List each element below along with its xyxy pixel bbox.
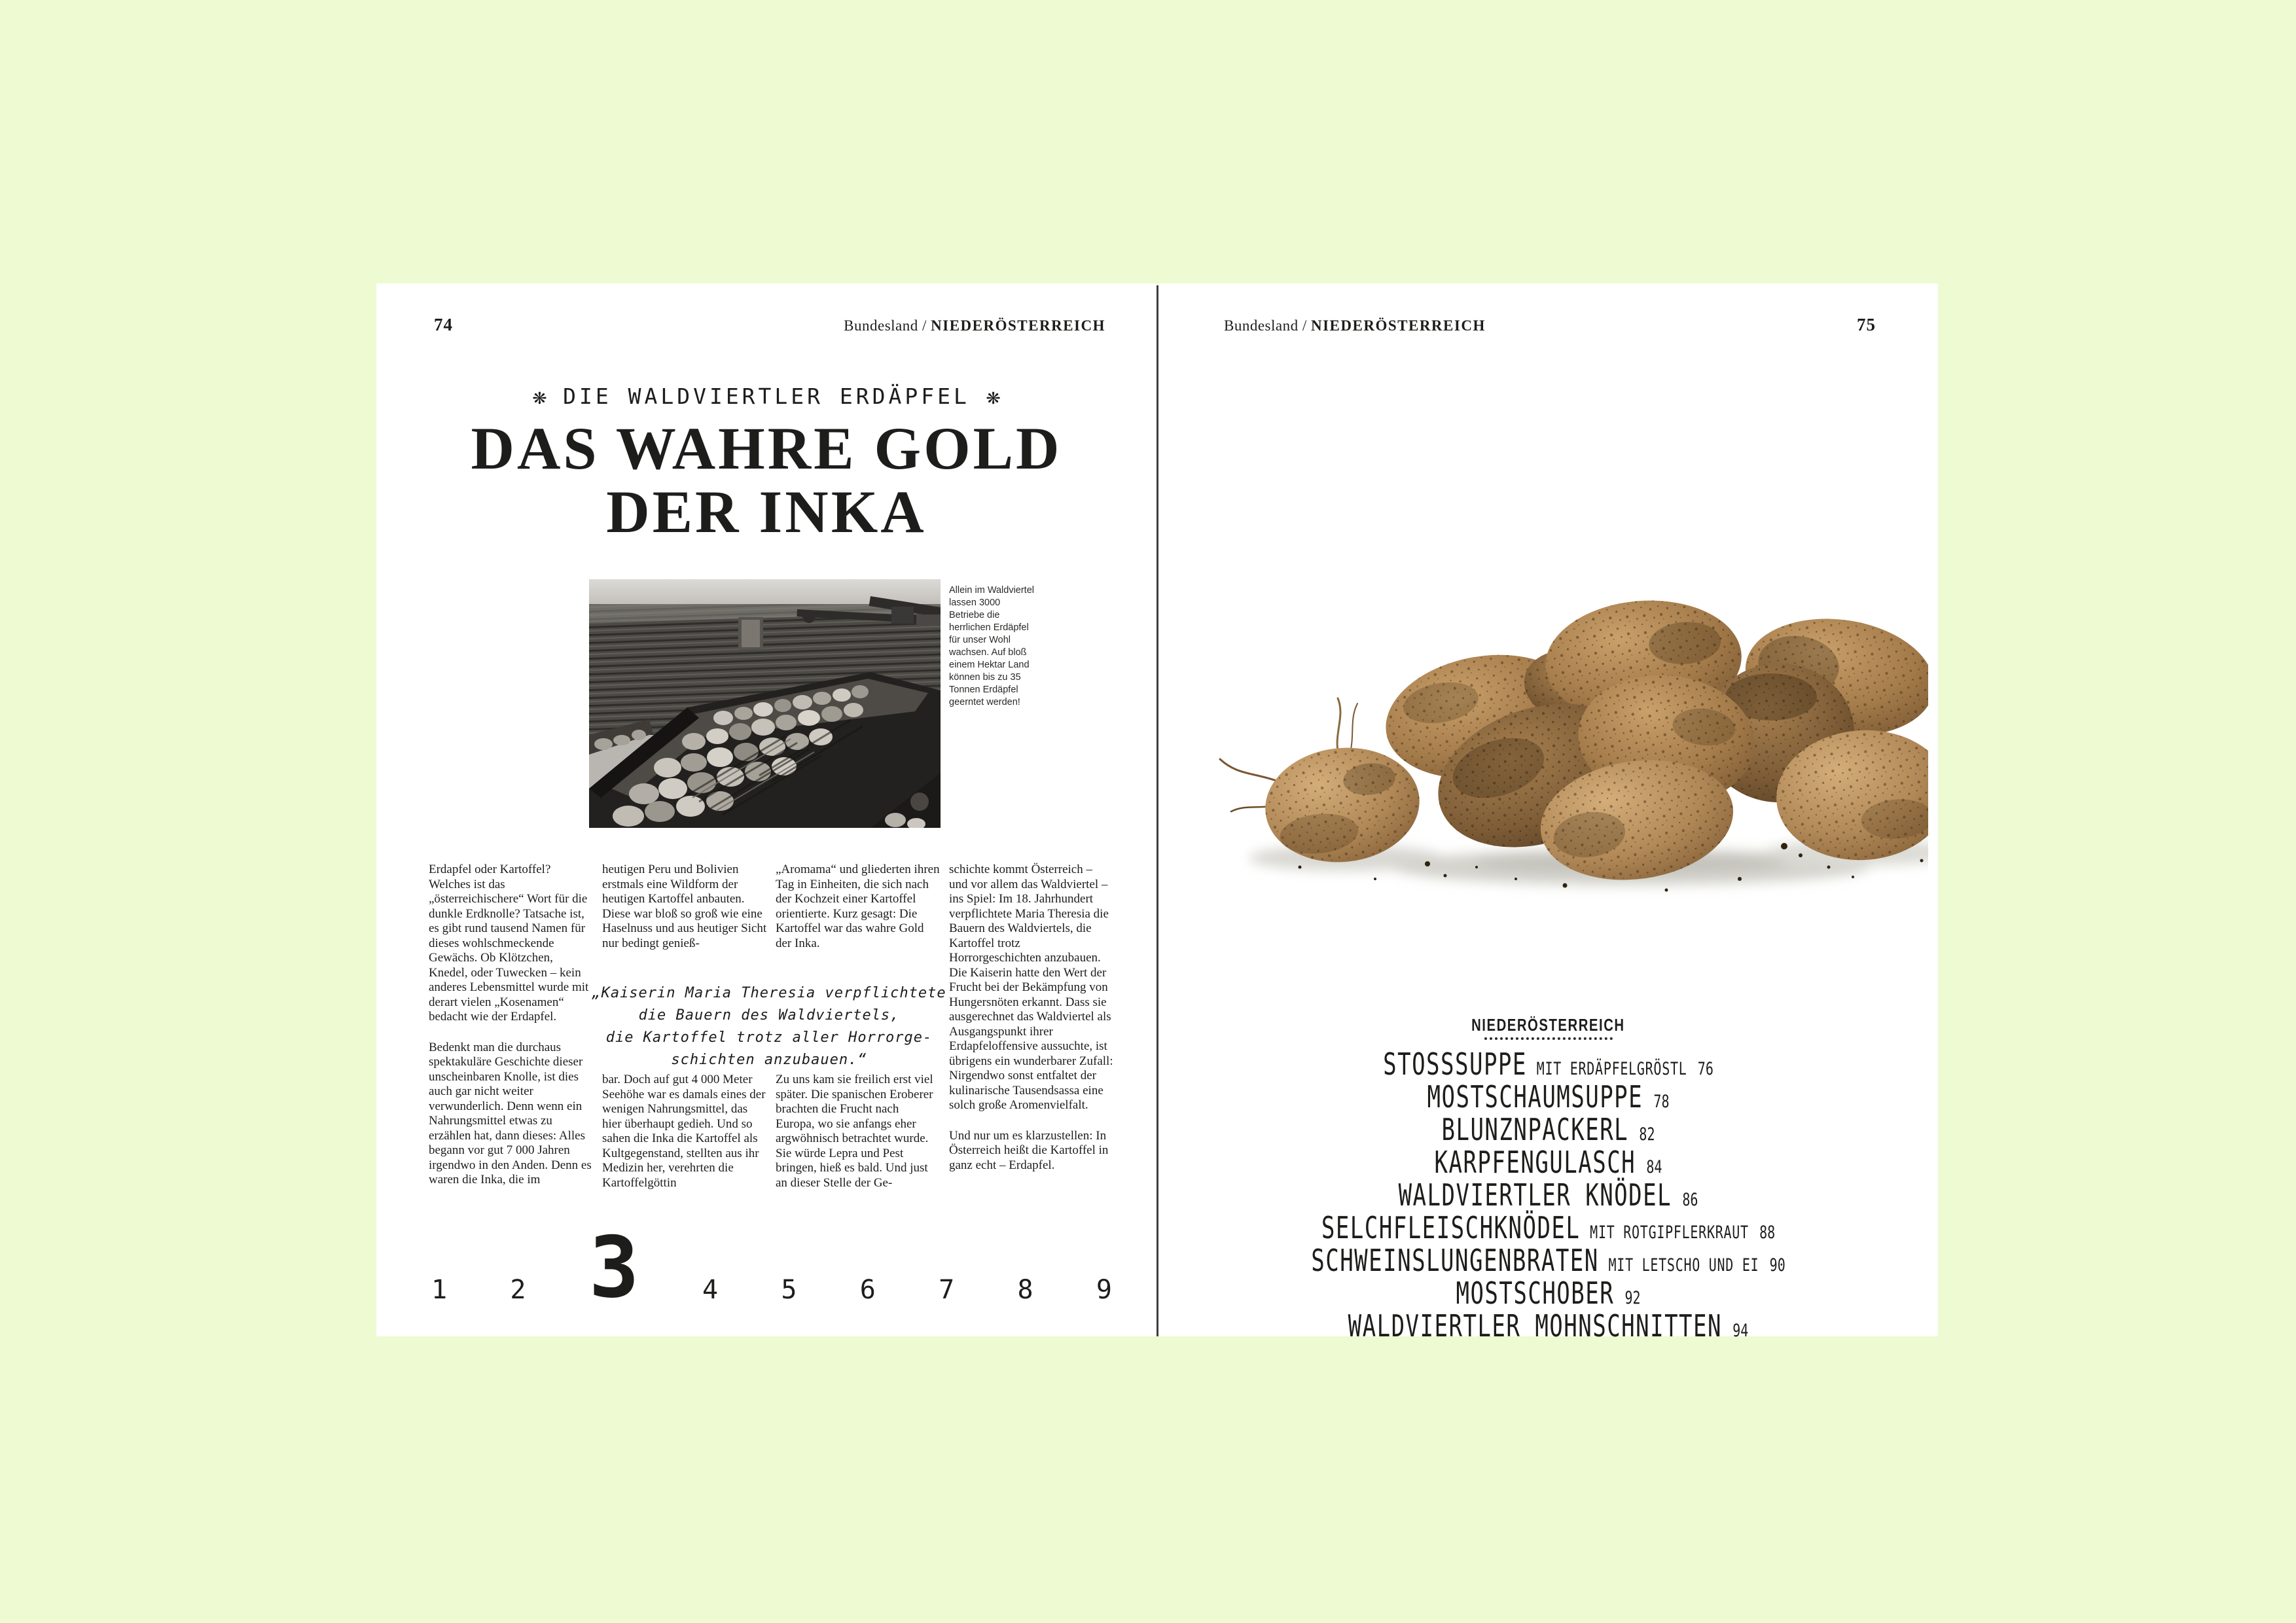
- recipe-item: [1260, 1145, 1837, 1180]
- recipe-subtitle: MIT ROTGIPFLERKRAUT: [1590, 1222, 1749, 1243]
- paragraph: schichte kommt Österreich – und vor allem das Waldviertel – ins Spiel: Im 18. Jahrhundert verpflichtete Maria Theresia die Bauern des Waldviertels, die Kartoffel trotz Horrorgeschichten anzubauen. Die Kaiserin hatte den Wert der Frucht bei der Bekämpfung von Hungersnöten erkannt. Dass sie ausgerechnet das Waldviertel als Ausgangspunkt ihrer Erdapfeloffensive aussuchte, ist übrigens ein wunderbarer Zufall: Nirgendwo sonst entfaltet der kulinarische Tausendsassa eine solch große Aromenvielfalt.: [949, 863, 1113, 1112]
- recipe-page-number: 84: [1646, 1157, 1662, 1177]
- photo-caption: Allein im Waldviertel lassen 3000 Betriebe die herrlichen Erdäpfel für unser Wohl wachsen. Auf bloß einem Hektar Land können bis zu 35 Tonnen Erdäpfel geerntet werden!: [949, 585, 1034, 707]
- quote-line: schichten anzubauen.“: [671, 1052, 867, 1068]
- recipe-subtitle: MIT LETSCHO UND EI: [1608, 1255, 1759, 1275]
- breadcrumb: [844, 317, 1105, 334]
- title-line-2: DER INKA: [606, 478, 927, 545]
- recipe-item: [1260, 1177, 1837, 1213]
- chapter-number-5: 5: [781, 1275, 797, 1305]
- right-page-number: 75: [1857, 315, 1876, 334]
- flower-asterisk-icon: ❋: [532, 383, 547, 410]
- potato-pile-photo: [1208, 520, 1928, 939]
- recipe-name: WALDVIERTLER MOHNSCHNITTEN: [1348, 1308, 1722, 1344]
- breadcrumb-prefix: Bundesland /: [1224, 317, 1311, 334]
- recipe-page-number: 76: [1697, 1059, 1713, 1079]
- chapter-pagination: [431, 1219, 1112, 1317]
- potato-harvester-photo: [589, 579, 941, 828]
- body-column-4: [949, 863, 1114, 1188]
- flower-asterisk-icon: ❋: [986, 383, 1001, 410]
- breadcrumb-prefix: Bundesland /: [844, 317, 931, 334]
- breadcrumb-section: NIEDERÖSTERREICH: [1311, 317, 1486, 334]
- title-line-1: DAS WAHRE GOLD: [471, 415, 1062, 482]
- recipe-page-number: 82: [1639, 1124, 1655, 1145]
- paragraph: Und nur um es klarzustellen: In Österreich heißt die Kartoffel in ganz echt – Erdapfel.: [949, 1128, 1109, 1172]
- recipe-item: [1260, 1275, 1837, 1311]
- recipe-name: WALDVIERTLER KNÖDEL: [1398, 1177, 1672, 1213]
- page-right: [1158, 283, 1938, 1344]
- recipe-item: [1260, 1046, 1837, 1082]
- quote-line: „Kaiserin Maria Theresia verpflichtete: [592, 985, 946, 1001]
- recipe-item: [1260, 1243, 1837, 1278]
- body-column-3-top: [776, 863, 941, 967]
- chapter-number-2: 2: [510, 1275, 526, 1305]
- recipe-name: KARPFENGULASCH: [1434, 1145, 1636, 1180]
- recipe-name: SCHWEINSLUNGENBRATEN: [1311, 1243, 1599, 1278]
- recipe-name: STOSSSUPPE: [1383, 1046, 1527, 1082]
- recipe-page-number: 94: [1732, 1321, 1749, 1341]
- recipe-name: BLUNZNPACKERL: [1441, 1112, 1629, 1147]
- quote-line: die Bauern des Waldviertels,: [638, 1007, 900, 1024]
- dotted-rule: [1484, 1037, 1613, 1040]
- breadcrumb-section: NIEDERÖSTERREICH: [931, 317, 1105, 334]
- body-column-2-top: [602, 863, 767, 967]
- paragraph: bar. Doch auf gut 4 000 Meter Seehöhe war es damals eines der wenigen Nahrungsmittel, das hier überhaupt gedieh. Und so sahen die Inka die Kartoffel als Kultgegenstand, stellten aus ihr Medizin her, verehrten die Kartoffelgöttin: [602, 1073, 766, 1190]
- body-column-2-bottom: [602, 1073, 767, 1206]
- recipe-page-number: 90: [1769, 1255, 1785, 1275]
- recipe-item: [1260, 1079, 1837, 1115]
- recipe-name: MOSTSCHAUMSUPPE: [1427, 1079, 1643, 1115]
- paragraph: „Aromama“ und gliederten ihren Tag in Einheiten, die sich nach der Kochzeit einer Kartoffel orientierte. Kurz gesagt: Die Kartoffel war das wahre Gold der Inka.: [776, 863, 940, 950]
- breadcrumb: [1224, 317, 1486, 334]
- recipe-page-number: 88: [1759, 1222, 1776, 1243]
- left-page-number: 74: [434, 315, 453, 334]
- recipe-subtitle: MIT ERDÄPFELGRÖSTL: [1536, 1059, 1687, 1079]
- recipe-name: MOSTSCHOBER: [1456, 1275, 1615, 1311]
- pull-quote: [579, 982, 959, 1071]
- chapter-number-4: 4: [702, 1275, 719, 1305]
- chapter-number-7: 7: [939, 1275, 955, 1305]
- recipe-list-header: NIEDERÖSTERREICH: [1471, 1015, 1625, 1035]
- recipe-page-number: 86: [1682, 1190, 1698, 1210]
- paragraph: Zu uns kam sie freilich erst viel später. Die spanischen Eroberer brachten die Frucht nach Europa, wo sie anfangs eher argwöhnisch betrachtet wurde. Sie würde Lepra und Pest bringen, hieß es bald. Und just an dieser Stelle der Ge-: [776, 1073, 933, 1190]
- recipe-name: SELCHFLEISCHKNÖDEL: [1321, 1210, 1581, 1245]
- paragraph: heutigen Peru und Bolivien erstmals eine Wildform der heutigen Kartoffel anbauten. Diese war bloß so groß wie eine Haselnuss und aus heutiger Sicht nur bedingt genieß-: [602, 863, 767, 950]
- article-kicker: [376, 383, 1157, 410]
- quote-line: die Kartoffel trotz aller Horrorge-: [605, 1029, 933, 1046]
- recipe-page-number: 92: [1624, 1288, 1641, 1308]
- chapter-number-8: 8: [1017, 1275, 1033, 1305]
- chapter-number-1: 1: [431, 1275, 448, 1305]
- chapter-number-3-active: 3: [588, 1219, 639, 1317]
- paragraph: Erdapfel oder Kartoffel? Welches ist das „österreichischere“ Wort für die dunkle Erdknolle? Tatsache ist, es gibt rund tausend Namen für dieses wohlschmeckende Gewächs. Ob Klötzchen, Knedel, oder Tuwecken – kein anderes Lebensmittel wurde mit derart vielen „Kosenamen“ bedacht wie der Erdapfel.: [429, 863, 589, 1024]
- recipe-item: [1260, 1308, 1837, 1344]
- recipe-item: [1260, 1112, 1837, 1145]
- page-left: [376, 283, 1157, 1336]
- recipe-list: [1158, 1046, 1938, 1344]
- paragraph: Bedenkt man die durchaus spektakuläre Geschichte dieser unscheinbaren Knolle, ist dies auch gar nicht weiter verwunderlich. Denn wenn ein Nahrungsmittel etwas zu erzählen hat, dann dieses: Alles begann vor gut 7 000 Jahren irgendwo in den Anden. Denn es waren die Inka, die im: [429, 1040, 592, 1186]
- chapter-number-6: 6: [859, 1275, 876, 1305]
- chapter-number-9: 9: [1096, 1275, 1112, 1305]
- body-column-1: [429, 863, 594, 1204]
- kicker-text: DIE WALDVIERTLER ERDÄPFEL: [563, 383, 970, 409]
- article-title: [376, 417, 1157, 544]
- recipe-page-number: 78: [1653, 1092, 1670, 1112]
- body-column-3-bottom: [776, 1073, 941, 1206]
- recipe-item: [1260, 1210, 1837, 1243]
